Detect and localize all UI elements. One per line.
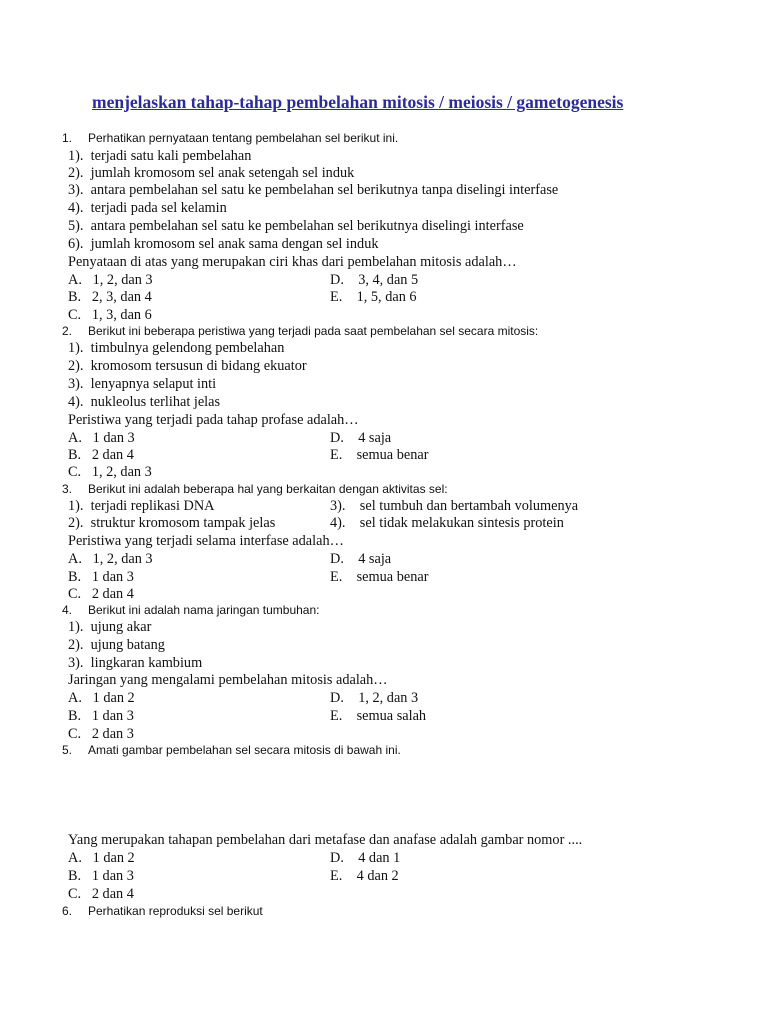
question-prompt: Perhatikan reproduksi sel berikut: [88, 904, 263, 918]
option-d: D. 3, 4, dan 5: [330, 272, 419, 288]
question-stem: Jaringan yang mengalami pembelahan mitosis adalah…: [68, 672, 388, 688]
question-prompt: Berikut ini adalah beberapa hal yang berkaitan dengan aktivitas sel:: [88, 482, 448, 496]
option-a: A. 1 dan 3: [68, 430, 135, 446]
statement-item: 1). timbulnya gelendong pembelahan: [68, 340, 285, 356]
question-header: [62, 322, 538, 340]
option-b: B. 2, 3, dan 4: [68, 289, 152, 305]
question-number: 5.: [62, 743, 73, 757]
question-number: 3.: [62, 482, 73, 496]
question-prompt: Perhatikan pernyataan tentang pembelahan sel berikut ini.: [88, 131, 399, 145]
option-c: C. 1, 3, dan 6: [68, 307, 152, 323]
statement-item: 4). terjadi pada sel kelamin: [68, 200, 227, 216]
question-stem: Penyataan di atas yang merupakan ciri khas dari pembelahan mitosis adalah…: [68, 254, 517, 270]
question-stem: Peristiwa yang terjadi pada tahap profase adalah…: [68, 412, 359, 428]
option-a: A. 1 dan 2: [68, 690, 135, 706]
option-a: A. 1 dan 2: [68, 850, 135, 866]
option-e: E. semua benar: [330, 569, 429, 585]
option-b: B. 2 dan 4: [68, 447, 134, 463]
question-number: 1.: [62, 131, 73, 145]
question-header: [62, 480, 448, 498]
option-a: A. 1, 2, dan 3: [68, 272, 153, 288]
question-prompt: Berikut ini adalah nama jaringan tumbuhan:: [88, 603, 320, 617]
option-d: D. 4 saja: [330, 551, 392, 567]
question-number: 6.: [62, 904, 73, 918]
question-prompt: Berikut ini beberapa peristiwa yang terjadi pada saat pembelahan sel secara mitosis:: [88, 324, 539, 338]
option-d: D. 4 saja: [330, 430, 392, 446]
option-b: B. 1 dan 3: [68, 708, 134, 724]
statement-item: 1). terjadi replikasi DNA: [68, 498, 215, 514]
statement-item: 4). nukleolus terlihat jelas: [68, 394, 221, 410]
question-header: [62, 902, 263, 920]
option-c: C. 2 dan 4: [68, 586, 134, 602]
option-a: A. 1, 2, dan 3: [68, 551, 153, 567]
option-b: B. 1 dan 3: [68, 868, 134, 884]
statement-item: 3). lenyapnya selaput inti: [68, 376, 217, 392]
question-header: [62, 129, 398, 147]
statement-item: 1). ujung akar: [68, 619, 152, 635]
statement-item: 2). jumlah kromosom sel anak setengah sel induk: [68, 165, 355, 181]
question-header: [62, 601, 319, 619]
statement-item: 6). jumlah kromosom sel anak sama dengan sel induk: [68, 236, 379, 252]
statement-item: 2). struktur kromosom tampak jelas: [68, 515, 276, 531]
option-c: C. 2 dan 4: [68, 886, 134, 902]
option-d: D. 1, 2, dan 3: [330, 690, 419, 706]
question-stem: Yang merupakan tahapan pembelahan dari metafase dan anafase adalah gambar nomor ....: [68, 832, 583, 848]
statement-item: 3). lingkaran kambium: [68, 655, 203, 671]
option-b: B. 1 dan 3: [68, 569, 134, 585]
option-e: E. semua salah: [330, 708, 427, 724]
question-stem: Peristiwa yang terjadi selama interfase adalah…: [68, 533, 344, 549]
option-d: D. 4 dan 1: [330, 850, 401, 866]
statement-item: 2). ujung batang: [68, 637, 165, 653]
option-e: E. 4 dan 2: [330, 868, 399, 884]
question-prompt: Amati gambar pembelahan sel secara mitosis di bawah ini.: [88, 743, 401, 757]
statement-item: 4). sel tidak melakukan sintesis protein: [330, 515, 564, 531]
question-number: 2.: [62, 324, 73, 338]
statement-item: 3). antara pembelahan sel satu ke pembelahan sel berikutnya tanpa diselingi interfase: [68, 182, 559, 198]
statement-item: 2). kromosom tersusun di bidang ekuator: [68, 358, 307, 374]
option-e: E. 1, 5, dan 6: [330, 289, 417, 305]
question-number: 4.: [62, 603, 73, 617]
statement-item: 3). sel tumbuh dan bertambah volumenya: [330, 498, 579, 514]
option-c: C. 1, 2, dan 3: [68, 464, 152, 480]
statement-item: 5). antara pembelahan sel satu ke pembelahan sel berikutnya diselingi interfase: [68, 218, 524, 234]
option-c: C. 2 dan 3: [68, 726, 134, 742]
document-title: menjelaskan tahap-tahap pembelahan mitosis / meiosis / gametogenesis: [92, 92, 624, 112]
option-e: E. semua benar: [330, 447, 429, 463]
question-header: [62, 741, 401, 759]
statement-item: 1). terjadi satu kali pembelahan: [68, 148, 252, 164]
